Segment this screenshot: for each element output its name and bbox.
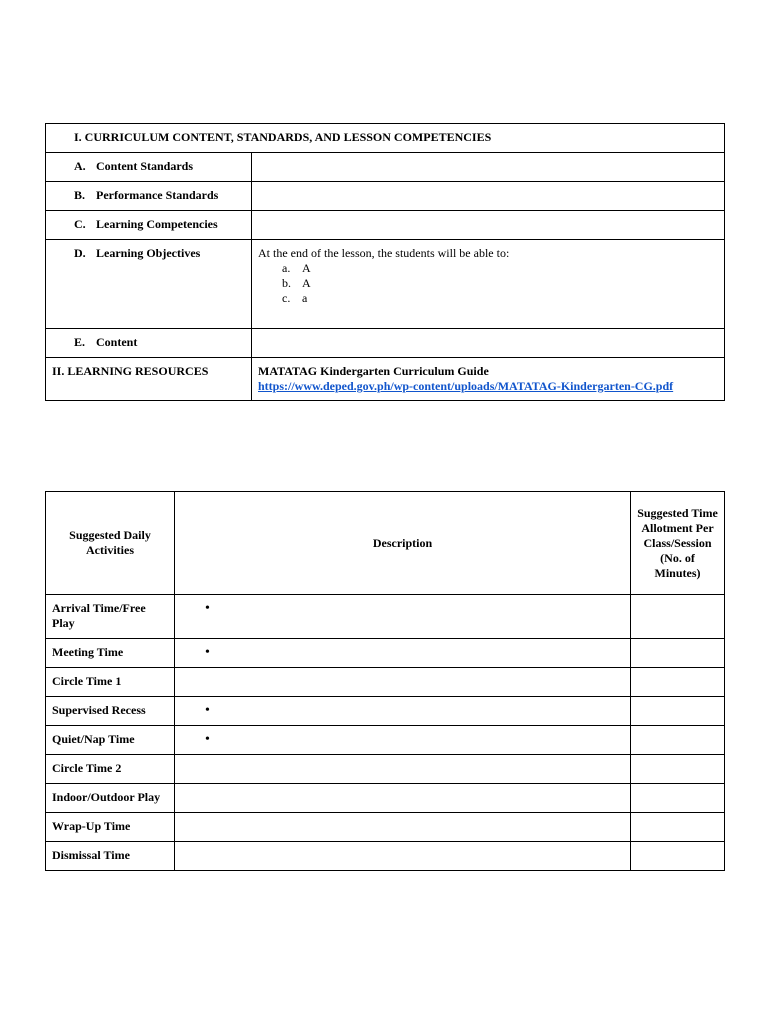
- activity-time[interactable]: [631, 755, 725, 784]
- learning-objectives-value[interactable]: [252, 240, 725, 329]
- bullet-icon: •: [205, 601, 210, 616]
- activity-time[interactable]: [631, 784, 725, 813]
- objectives-intro: At the end of the lesson, the students will be able to:: [258, 246, 510, 260]
- table-row: [46, 639, 725, 668]
- learning-resources-value: [252, 358, 725, 401]
- activity-description[interactable]: [175, 726, 631, 755]
- activities-column-header: Suggested Daily Activities: [46, 492, 175, 595]
- resource-link[interactable]: https://www.deped.gov.ph/wp-content/uploads/MATATAG-Kindergarten-CG.pdf: [258, 379, 674, 393]
- activity-name: Circle Time 2: [46, 755, 175, 784]
- activity-time[interactable]: [631, 668, 725, 697]
- table-row: [46, 842, 725, 871]
- performance-standards-row: [46, 182, 725, 211]
- curriculum-header: I. CURRICULUM CONTENT, STANDARDS, AND LESSON COMPETENCIES: [46, 124, 725, 153]
- bullet-icon: •: [205, 732, 210, 747]
- resource-title: MATATAG Kindergarten Curriculum Guide: [258, 364, 489, 378]
- activity-description[interactable]: [175, 784, 631, 813]
- table-row: [46, 595, 725, 639]
- objectives-list: [258, 261, 718, 306]
- objective-item: c. a: [282, 291, 308, 305]
- learning-resources-row: [46, 358, 725, 401]
- content-standards-row: [46, 153, 725, 182]
- activity-name: Arrival Time/Free Play: [46, 595, 175, 639]
- learning-objectives-label: D. Learning Objectives: [46, 240, 252, 329]
- bullet-icon: •: [205, 703, 210, 718]
- learning-objectives-row: [46, 240, 725, 329]
- bullet-icon: •: [205, 645, 210, 660]
- activity-name: Dismissal Time: [46, 842, 175, 871]
- content-label: E. Content: [46, 329, 252, 358]
- table-row: [46, 755, 725, 784]
- performance-standards-value[interactable]: [252, 182, 725, 211]
- curriculum-header-row: [46, 124, 725, 153]
- daily-activities-table: [45, 491, 725, 871]
- learning-competencies-label: C. Learning Competencies: [46, 211, 252, 240]
- curriculum-table: [45, 123, 725, 401]
- table-row: [46, 813, 725, 842]
- objective-item: b. A: [282, 276, 311, 290]
- activity-description[interactable]: [175, 595, 631, 639]
- activity-time[interactable]: [631, 842, 725, 871]
- activity-description[interactable]: [175, 813, 631, 842]
- activity-description[interactable]: [175, 668, 631, 697]
- table-row: [46, 668, 725, 697]
- objective-item: a. A: [282, 261, 311, 275]
- activity-time[interactable]: [631, 595, 725, 639]
- activity-name: Indoor/Outdoor Play: [46, 784, 175, 813]
- content-value[interactable]: [252, 329, 725, 358]
- performance-standards-label: B. Performance Standards: [46, 182, 252, 211]
- activity-description[interactable]: [175, 697, 631, 726]
- activity-time[interactable]: [631, 726, 725, 755]
- activity-name: Quiet/Nap Time: [46, 726, 175, 755]
- activity-time[interactable]: [631, 697, 725, 726]
- activities-header-row: [46, 492, 725, 595]
- activity-name: Wrap-Up Time: [46, 813, 175, 842]
- activity-name: Circle Time 1: [46, 668, 175, 697]
- content-row: [46, 329, 725, 358]
- learning-resources-label: II. LEARNING RESOURCES: [46, 358, 252, 401]
- activity-time[interactable]: [631, 639, 725, 668]
- table-row: [46, 784, 725, 813]
- activity-time[interactable]: [631, 813, 725, 842]
- description-column-header: Description: [175, 492, 631, 595]
- activity-description[interactable]: [175, 842, 631, 871]
- time-column-header: Suggested Time Allotment Per Class/Session (No. of Minutes): [631, 492, 725, 595]
- learning-competencies-value[interactable]: [252, 211, 725, 240]
- content-standards-value[interactable]: [252, 153, 725, 182]
- learning-competencies-row: [46, 211, 725, 240]
- content-standards-label: A. Content Standards: [46, 153, 252, 182]
- activity-description[interactable]: [175, 755, 631, 784]
- activity-description[interactable]: [175, 639, 631, 668]
- table-row: [46, 697, 725, 726]
- table-row: [46, 726, 725, 755]
- activity-name: Supervised Recess: [46, 697, 175, 726]
- activity-name: Meeting Time: [46, 639, 175, 668]
